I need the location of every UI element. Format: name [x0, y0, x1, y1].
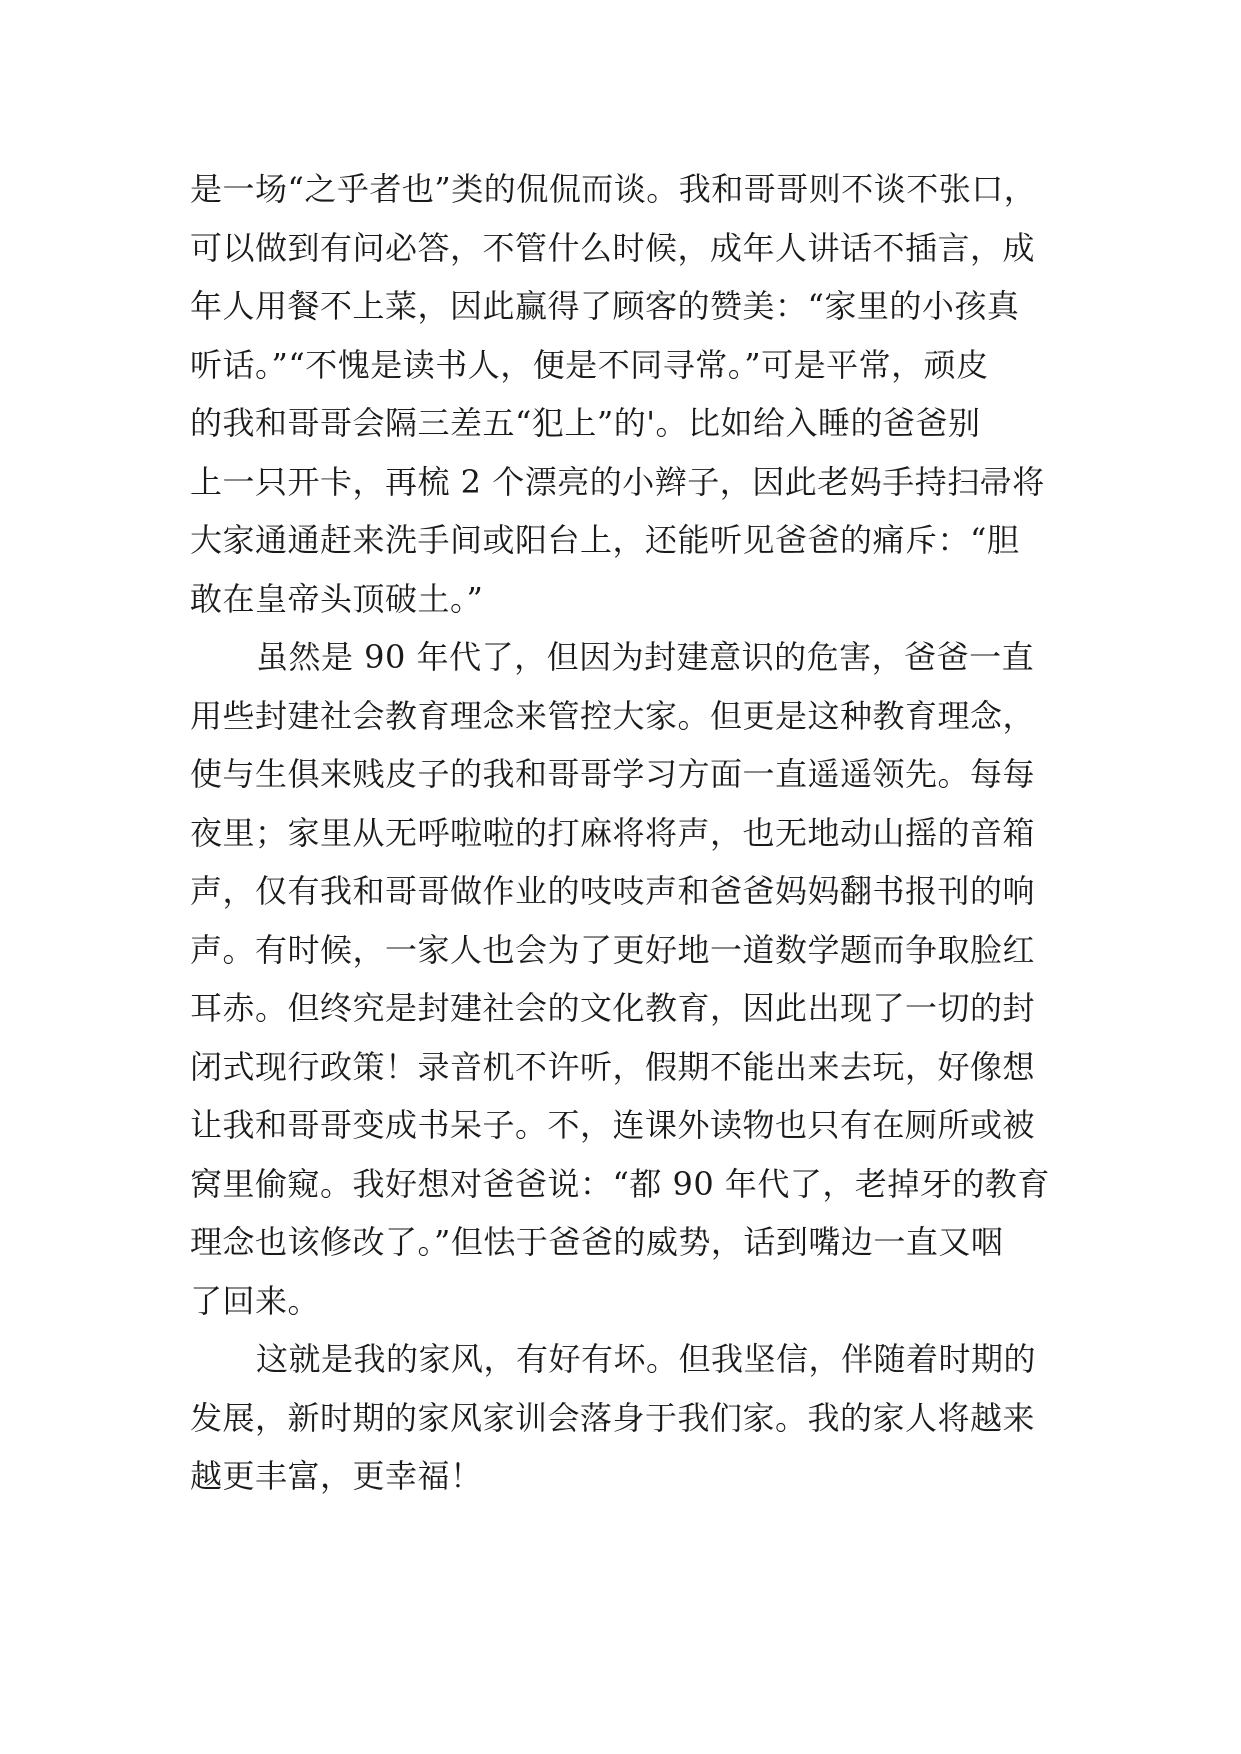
text-line: 可以做到有问必答，不管什么时候，成年人讲话不插言，成 — [190, 228, 1036, 267]
text-line: 耳赤。但终究是封建社会的文化教育，因此出现了一切的封 — [190, 989, 1036, 1027]
text-line: 发展，新时期的家风家训会落身于我们家。我的家人将越来 — [190, 1398, 1036, 1437]
text-line: 是一场“之乎者也”类的侃侃而谈。我和哥哥则不谈不张口， — [190, 170, 1037, 208]
text-line: 年人用餐不上菜，因此赢得了顾客的赞美：“家里的小孩真 — [190, 287, 1020, 325]
text-line: 声，仅有我和哥哥做作业的吱吱声和爸爸妈妈翻书报刊的响 — [190, 872, 1036, 910]
text-line: 闭式现行政策！录音机不许听，假期不能出来去玩，好像想 — [190, 1047, 1036, 1086]
text-line: 上一只开卡，再梳 2 个漂亮的小辫子，因此老妈手持扫帚将 — [190, 462, 1045, 501]
body-text — [190, 160, 1070, 1506]
text-line: 声。有时候，一家人也会为了更好地一道数学题而争取脸红 — [190, 930, 1036, 969]
text-line: 大家通通赶来洗手间或阳台上，还能听见爸爸的痛斥：“胆 — [190, 521, 1020, 559]
text-line: 的我和哥哥会隔三差五“犯上”的'。比如给入睡的爸爸别 — [190, 404, 981, 442]
text-line: 理念也该修改了。”但怯于爸爸的威势，话到嘴边一直又咽 — [190, 1223, 1004, 1261]
text-line: 了回来。 — [190, 1281, 321, 1320]
text-line: 窝里偷窥。我好想对爸爸说：“都 90 年代了，老掉牙的教育 — [190, 1164, 1050, 1203]
text-line: 听话。”“不愧是读书人，便是不同寻常。”可是平常，顽皮 — [190, 345, 989, 384]
text-line: 越更丰富，更幸福！ — [190, 1457, 483, 1495]
text-line: 用些封建社会教育理念来管控大家。但更是这种教育理念， — [190, 696, 1036, 735]
paragraph-start-line: 这就是我的家风，有好有坏。但我坚信，伴随着时期的 — [256, 1340, 1037, 1378]
text-line: 夜里；家里从无呼啦啦的打麻将将声，也无地动山摇的音箱 — [190, 813, 1036, 852]
text-line: 敢在皇帝头顶破土。” — [190, 579, 484, 618]
text-line: 让我和哥哥变成书呆子。不，连课外读物也只有在厕所或被 — [190, 1106, 1036, 1144]
text-line: 使与生俱来贱皮子的我和哥哥学习方面一直遥遥领先。每每 — [190, 755, 1036, 793]
paragraph-start-line: 虽然是 90 年代了，但因为封建意识的危害，爸爸一直 — [256, 638, 1035, 676]
